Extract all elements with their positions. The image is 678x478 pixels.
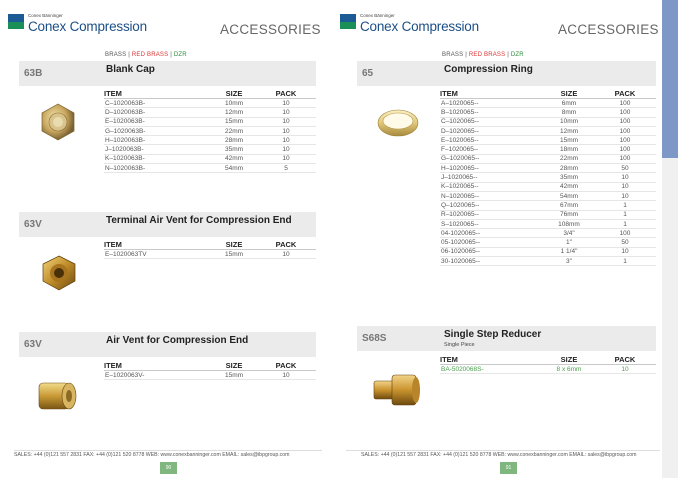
cell-item-code: G–1020063B-: [105, 127, 146, 135]
section-title: ACCESSORIES: [220, 22, 321, 37]
cell-item-code: J–1020063B-: [105, 146, 144, 154]
product-header: [19, 332, 316, 357]
logo-mark-icon: [8, 14, 24, 29]
cell-item-code: S–1020065--: [441, 220, 479, 228]
product-code: 63V: [24, 219, 42, 230]
table-row: [440, 192, 656, 201]
section-tab: [662, 0, 678, 158]
cell-pack: 10: [621, 183, 629, 191]
cell-size: 10mm: [224, 99, 244, 107]
footer-contact: SALES: +44 (0)121 557 2831 FAX: +44 (0)121 520 8778 WEB: www.conexbanninger.com EMAIL: sales@ibpgroup.com: [14, 452, 290, 458]
material-legend: BRASS | RED BRASS | DZR: [105, 52, 187, 58]
cell-size: 1": [566, 239, 572, 247]
table-header: ITEM SIZE PACK: [104, 239, 297, 249]
compression-ring-image: [376, 108, 420, 143]
cell-size: 12mm: [559, 127, 579, 135]
cell-size: 108mm: [558, 220, 580, 228]
cell-pack: 100: [619, 127, 631, 135]
cell-size: 15mm: [224, 118, 244, 126]
cell-pack: 10: [282, 250, 290, 258]
cell-size: 15mm: [224, 250, 244, 258]
cell-pack: 100: [619, 118, 631, 126]
product-table-S68S: [440, 354, 656, 374]
table-row: [440, 183, 656, 192]
cell-pack: 10: [621, 365, 629, 373]
cell-pack: 1: [623, 220, 627, 228]
table-row: [440, 164, 656, 173]
cell-item-code: G–1020065--: [441, 155, 480, 163]
air-vent-image: [38, 253, 80, 298]
cell-item-code: 04-1020065--: [441, 229, 481, 237]
cell-item-code: E–1020063V-: [105, 371, 145, 379]
cell-pack: 10: [282, 118, 290, 126]
product-code: S68S: [362, 333, 387, 344]
cell-size: 8 x 6mm: [556, 365, 582, 373]
cell-pack: 10: [621, 248, 629, 256]
table-row: [104, 371, 316, 380]
cell-pack: 1: [623, 201, 627, 209]
cell-item-code: D–1020065--: [441, 127, 479, 135]
product-code: 65: [362, 68, 374, 79]
cell-pack: 100: [619, 155, 631, 163]
cell-pack: 10: [282, 99, 290, 107]
cell-size: 54mm: [559, 192, 579, 200]
page-edge: [662, 0, 678, 478]
cell-item-code: H–1020063B-: [105, 136, 146, 144]
product-header: [357, 61, 656, 86]
cell-item-code: N–1020063B-: [105, 164, 146, 172]
table-row: [104, 164, 316, 173]
table-row: [440, 201, 656, 210]
cell-size: 35mm: [224, 146, 244, 154]
cell-size: 3": [566, 257, 572, 265]
table-row: [440, 127, 656, 136]
cell-pack: 1: [623, 257, 627, 265]
cell-size: 12mm: [224, 108, 244, 116]
table-row: [104, 155, 316, 164]
cell-pack: 1: [623, 211, 627, 219]
table-row: [440, 220, 656, 229]
air-vent-compression-image: [36, 377, 80, 420]
table-row: [440, 145, 656, 154]
cell-size: 67mm: [559, 201, 579, 209]
product-header: [19, 212, 316, 237]
table-row: [440, 229, 656, 238]
cell-item-code: C–1020063B-: [105, 99, 146, 107]
cell-pack: 10: [282, 136, 290, 144]
cell-pack: 10: [282, 155, 290, 163]
table-row: [440, 136, 656, 145]
cell-item-code: E–1020065--: [441, 136, 479, 144]
table-row: [440, 155, 656, 164]
cell-item-code: E–1020063TV: [105, 250, 147, 258]
cell-size: 10mm: [559, 118, 579, 126]
cell-size: 15mm: [224, 371, 244, 379]
cell-pack: 10: [282, 108, 290, 116]
table-header: ITEM SIZE PACK: [104, 360, 297, 370]
product-header: [19, 61, 316, 86]
table-row: [104, 127, 316, 136]
cell-size: 3/4": [563, 229, 575, 237]
table-row: [440, 173, 656, 182]
blank-cap-image: [38, 102, 78, 147]
cell-item-code: H–1020065--: [441, 164, 479, 172]
cell-pack: 100: [619, 229, 631, 237]
logo-subtitle: Conex Bänninger: [28, 13, 63, 18]
left-page: [0, 0, 336, 478]
table-row: [440, 118, 656, 127]
cell-item-code: 05-1020065--: [441, 239, 481, 247]
product-table-63V: [104, 360, 316, 380]
product-title: Single Step Reducer: [444, 329, 542, 340]
logo-mark-icon: [340, 14, 356, 29]
right-page: [336, 0, 662, 478]
product-table-63V-terminal: [104, 239, 316, 259]
cell-item-code: Q–1020065--: [441, 201, 480, 209]
cell-item-code: 30-1020065--: [441, 257, 481, 265]
page-number: 91: [500, 462, 517, 474]
cell-item-code: N–1020065--: [441, 192, 479, 200]
section-title: ACCESSORIES: [558, 22, 659, 37]
cell-item-code: B–1020065--: [441, 108, 479, 116]
cell-pack: 100: [619, 108, 631, 116]
cell-item-code: A–1020065--: [441, 99, 479, 107]
logo-subtitle: Conex Bänninger: [360, 13, 395, 18]
table-header: ITEM SIZE PACK: [440, 354, 636, 364]
table-row: [440, 248, 656, 257]
logo-name: Conex Compression: [28, 19, 147, 34]
table-row: [440, 257, 656, 266]
cell-size: 1 1/4": [560, 248, 578, 256]
cell-size: 8mm: [561, 108, 577, 116]
cell-size: 28mm: [559, 164, 579, 172]
table-row: [104, 99, 316, 108]
cell-item-code: BA-5020068S-: [441, 365, 484, 373]
cell-item-code: E–1020063B-: [105, 118, 145, 126]
footer-contact: SALES: +44 (0)121 557 2831 FAX: +44 (0)121 520 8778 WEB: www.conexbanninger.com EMAIL: sales@ibpgroup.com: [361, 452, 637, 458]
product-code: 63B: [24, 68, 43, 79]
cell-pack: 100: [619, 99, 631, 107]
table-row: [104, 108, 316, 117]
product-table-65: [440, 88, 656, 266]
table-row: [104, 250, 316, 259]
cell-pack: 10: [282, 371, 290, 379]
cell-pack: 10: [621, 174, 629, 182]
cell-size: 6mm: [561, 99, 577, 107]
logo-name: Conex Compression: [360, 19, 479, 34]
cell-pack: 100: [619, 136, 631, 144]
cell-size: 76mm: [559, 211, 579, 219]
cell-pack: 100: [619, 146, 631, 154]
cell-item-code: 06-1020065--: [441, 248, 481, 256]
table-row: [104, 118, 316, 127]
cell-item-code: F–1020065--: [441, 146, 479, 154]
cell-pack: 10: [282, 146, 290, 154]
cell-item-code: R–1020065--: [441, 211, 479, 219]
cell-size: 18mm: [559, 146, 579, 154]
table-row: [440, 238, 656, 247]
product-title: Air Vent for Compression End: [106, 335, 249, 346]
material-legend: BRASS | RED BRASS | DZR: [442, 52, 524, 58]
product-title: Blank Cap: [106, 64, 155, 75]
cell-size: 42mm: [559, 183, 579, 191]
table-row: [440, 108, 656, 117]
cell-size: 28mm: [224, 136, 244, 144]
table-header: ITEM SIZE PACK: [440, 88, 636, 98]
cell-pack: 50: [621, 239, 629, 247]
cell-size: 22mm: [559, 155, 579, 163]
cell-size: 54mm: [224, 164, 244, 172]
cell-item-code: K–1020063B-: [105, 155, 145, 163]
cell-item-code: D–1020063B-: [105, 108, 146, 116]
cell-size: 35mm: [559, 174, 579, 182]
cell-pack: 10: [621, 192, 629, 200]
product-title: Terminal Air Vent for Compression End: [106, 215, 292, 226]
table-row: [104, 136, 316, 145]
cell-item-code: K–1020065--: [441, 183, 479, 191]
cell-size: 42mm: [224, 155, 244, 163]
product-code: 63V: [24, 339, 42, 350]
cell-size: 15mm: [559, 136, 579, 144]
brand-logo: [340, 13, 479, 34]
product-title: Compression Ring: [444, 64, 533, 75]
product-header: [357, 326, 656, 351]
product-table-63B: [104, 88, 316, 173]
cell-item-code: C–1020065--: [441, 118, 479, 126]
table-row: [104, 145, 316, 154]
cell-pack: 10: [282, 127, 290, 135]
brand-logo: [8, 13, 147, 34]
single-step-reducer-image: [372, 372, 422, 413]
table-header: ITEM SIZE PACK: [104, 88, 297, 98]
cell-pack: 50: [621, 164, 629, 172]
product-subtitle: Single Piece: [444, 342, 475, 348]
page-number: 90: [160, 462, 177, 474]
table-row: [440, 99, 656, 108]
table-row: [440, 211, 656, 220]
cell-item-code: J–1020065--: [441, 174, 478, 182]
cell-pack: 5: [284, 164, 288, 172]
table-row: [440, 365, 656, 374]
cell-size: 22mm: [224, 127, 244, 135]
